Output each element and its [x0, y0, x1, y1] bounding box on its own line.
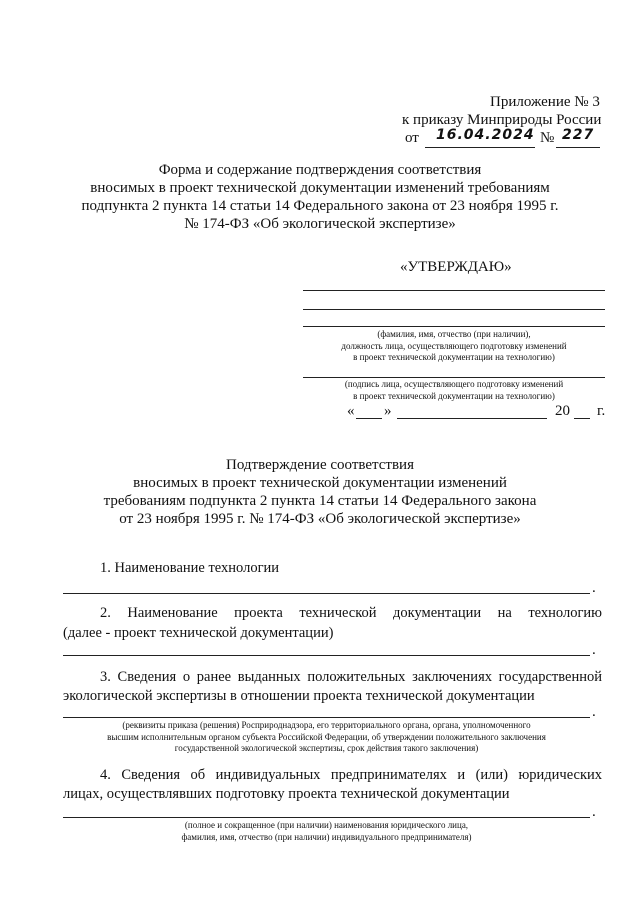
confirmation-title-line-1: Подтверждение соответствия: [226, 457, 414, 473]
section-1-field: [63, 593, 590, 594]
section-2-field: [63, 655, 590, 656]
approve-line-4: [303, 377, 605, 378]
approve-line-1: [303, 290, 605, 291]
appendix-date: 16.04.2024: [436, 127, 535, 143]
approve-caption-line-2: должность лица, осуществляющего подготовку изменений: [341, 340, 567, 351]
section-3-caption: [63, 720, 590, 755]
approve-line-2: [303, 309, 605, 310]
form-title: [20, 161, 620, 233]
section-1-period: .: [592, 580, 596, 596]
section-3-period: .: [592, 704, 596, 720]
appendix-number: 227: [562, 127, 595, 143]
approve-caption-line-4: (подпись лица, осуществляющего подготовку изменений: [344, 379, 564, 389]
date-underline: [425, 147, 535, 148]
confirmation-title-line-3: требованиям подпункта 2 пункта 14 статьи 14 Федерального закона: [103, 493, 537, 509]
approve-caption-line-3: в проект технической документации на технологию): [353, 352, 555, 362]
number-underline: [556, 147, 600, 148]
section-4-line-2: лицах, осуществлявших подготовку проекта технической документации: [63, 786, 510, 802]
confirmation-title: [20, 456, 620, 528]
appendix-from-label: от: [405, 130, 419, 146]
approve-caption-line-5: в проект технической документации на технологию): [353, 390, 555, 401]
section-2-period: .: [592, 642, 596, 658]
section-4-caption: [63, 820, 590, 843]
approve-caption-signature: [303, 379, 605, 402]
section-3-field: [63, 717, 590, 718]
section-3-line-2: экологической экспертизы в отношении проекта технической документации: [63, 688, 535, 704]
section-4-caption-line-2: фамилия, имя, отчество (при наличии) индивидуального предпринимателя): [181, 831, 472, 842]
appendix-line-1: Приложение № 3: [490, 94, 600, 110]
approve-heading: «УТВЕРЖДАЮ»: [400, 259, 512, 275]
appendix-number-sign: №: [540, 130, 555, 146]
section-3-caption-line-2: высшим исполнительным органом субъекта Российской Федерации, об утверждении положительного заключения: [107, 731, 546, 742]
appendix-line-2: к приказу Минприроды России: [402, 112, 602, 128]
section-4-line-1: 4. Сведения об индивидуальных предпринимателях и (или) юридических: [100, 767, 602, 783]
confirmation-title-line-4: от 23 ноября 1995 г. № 174-ФЗ «Об экологической экспертизе»: [119, 511, 521, 527]
approve-caption-line-1: (фамилия, имя, отчество (при наличии),: [377, 329, 531, 339]
section-4-period: .: [592, 804, 596, 820]
approve-date-close: »: [384, 403, 392, 419]
form-title-line-2: вносимых в проект технической документации изменений требованиям: [90, 180, 550, 196]
form-title-line-1: Форма и содержание подтверждения соответствия: [158, 162, 482, 178]
section-4-field: [63, 817, 590, 818]
confirmation-title-line-2: вносимых в проект технической документации изменений: [133, 475, 507, 491]
approve-month-blank: [397, 418, 547, 419]
approve-day-blank: [356, 418, 382, 419]
section-3-caption-line-1: (реквизиты приказа (решения) Росприроднадзора, его территориального органа, органа, уполномоченного: [122, 720, 531, 730]
section-3-caption-line-3: государственной экологической экспертизы, срок действия такого заключения): [174, 743, 479, 753]
section-2-line-1: 2. Наименование проекта технической документации на технологию: [100, 605, 602, 621]
section-2-line-2: (далее - проект технической документации): [63, 625, 334, 641]
section-3-line-1: 3. Сведения о ранее выданных положительных заключениях государственной: [100, 669, 602, 685]
approve-year-prefix: 20: [555, 403, 570, 419]
section-1-label: 1. Наименование технологии: [100, 560, 280, 576]
form-title-line-4: № 174-ФЗ «Об экологической экспертизе»: [184, 216, 456, 232]
approve-date-open: «: [347, 403, 355, 419]
form-title-line-3: подпункта 2 пункта 14 статьи 14 Федерального закона от 23 ноября 1995 г.: [81, 198, 559, 214]
approve-line-3: [303, 326, 605, 327]
approve-year-suffix: г.: [597, 403, 606, 419]
approve-year-blank: [574, 418, 590, 419]
approve-caption-name: [303, 329, 605, 364]
section-4-caption-line-1: (полное и сокращенное (при наличии) наименования юридического лица,: [184, 820, 469, 830]
